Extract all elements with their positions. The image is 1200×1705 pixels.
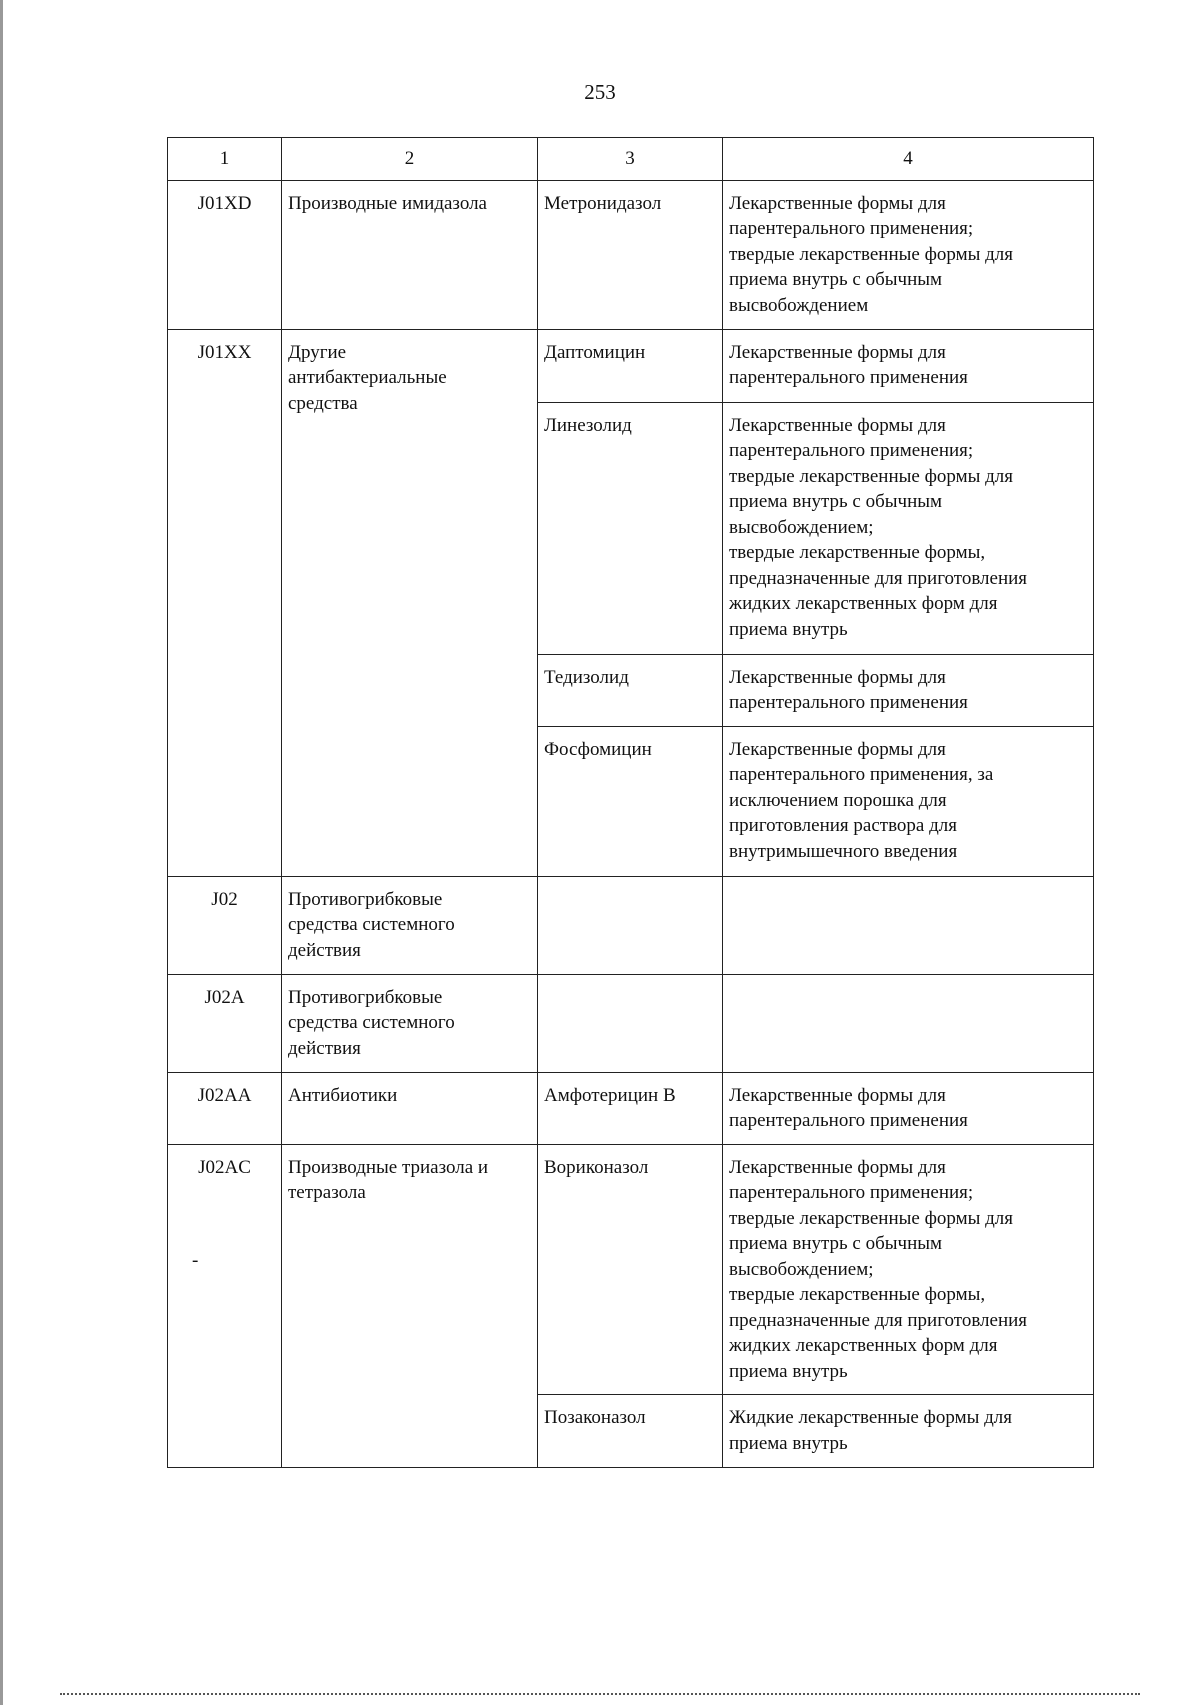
header-col-2: 2 <box>282 138 538 181</box>
page-number: 253 <box>584 80 616 104</box>
table-row <box>168 974 1094 1072</box>
table-row <box>168 180 1094 329</box>
atc-group: Другие антибактериальные средства <box>282 329 538 876</box>
atc-code: J01XD <box>168 180 282 329</box>
drug-name <box>538 876 723 974</box>
atc-group: Производные триазола и тетразола <box>282 1144 538 1468</box>
atc-group: Антибиотики <box>282 1072 538 1144</box>
header-col-4: 4 <box>723 138 1094 181</box>
dosage-forms: Лекарственные формы для парентерального применения; твердые лекарственные формы для приема внутрь с обычным высвобождением; твердые лекарственные формы, предназначенные для приготовления жидких лекарственных форм для приема внутрь <box>723 402 1094 654</box>
dosage-forms: Лекарственные формы для парентерального применения; твердые лекарственные формы для приема внутрь с обычным высвобождением; твердые лекарственные формы, предназначенные для приготовления жидких лекарственных форм для приема внутрь <box>723 1144 1094 1395</box>
drug-name: Вориконазол <box>538 1144 723 1395</box>
dosage-forms: Лекарственные формы для парентерального применения <box>723 1072 1094 1144</box>
header-col-1: 1 <box>168 138 282 181</box>
table-row <box>168 876 1094 974</box>
dosage-forms: Лекарственные формы для парентерального применения <box>723 329 1094 402</box>
dosage-forms: Лекарственные формы для парентерального применения, за исключением порошка для приготовления раствора для внутримышечного введения <box>723 726 1094 876</box>
drug-table <box>167 137 1094 1468</box>
drug-name: Амфотерицин В <box>538 1072 723 1144</box>
atc-group: Противогрибковые средства системного действия <box>282 974 538 1072</box>
drug-name: Линезолид <box>538 402 723 654</box>
drug-name: Позаконазол <box>538 1395 723 1468</box>
dosage-forms <box>723 876 1094 974</box>
drug-name: Фосфомицин <box>538 726 723 876</box>
drug-name: Даптомицин <box>538 329 723 402</box>
atc-code: J01XX <box>168 329 282 876</box>
drug-name: Метронидазол <box>538 180 723 329</box>
table-header-row <box>168 138 1094 181</box>
table-row <box>168 329 1094 402</box>
dosage-forms: Лекарственные формы для парентерального применения; твердые лекарственные формы для приема внутрь с обычным высвобождением <box>723 180 1094 329</box>
atc-code: J02AA <box>168 1072 282 1144</box>
atc-code: J02AC <box>168 1144 282 1468</box>
dosage-forms: Лекарственные формы для парентерального применения <box>723 654 1094 726</box>
scan-bottom-noise <box>60 1693 1140 1697</box>
atc-code: J02 <box>168 876 282 974</box>
header-col-3: 3 <box>538 138 723 181</box>
table-row <box>168 1072 1094 1144</box>
drug-name: Тедизолид <box>538 654 723 726</box>
drug-name <box>538 974 723 1072</box>
dosage-forms: Жидкие лекарственные формы для приема внутрь <box>723 1395 1094 1468</box>
table-row <box>168 1144 1094 1395</box>
stray-mark: - <box>192 1250 199 1271</box>
atc-code: J02A <box>168 974 282 1072</box>
scan-edge <box>0 0 3 1705</box>
dosage-forms <box>723 974 1094 1072</box>
atc-group: Противогрибковые средства системного действия <box>282 876 538 974</box>
atc-group: Производные имидазола <box>282 180 538 329</box>
